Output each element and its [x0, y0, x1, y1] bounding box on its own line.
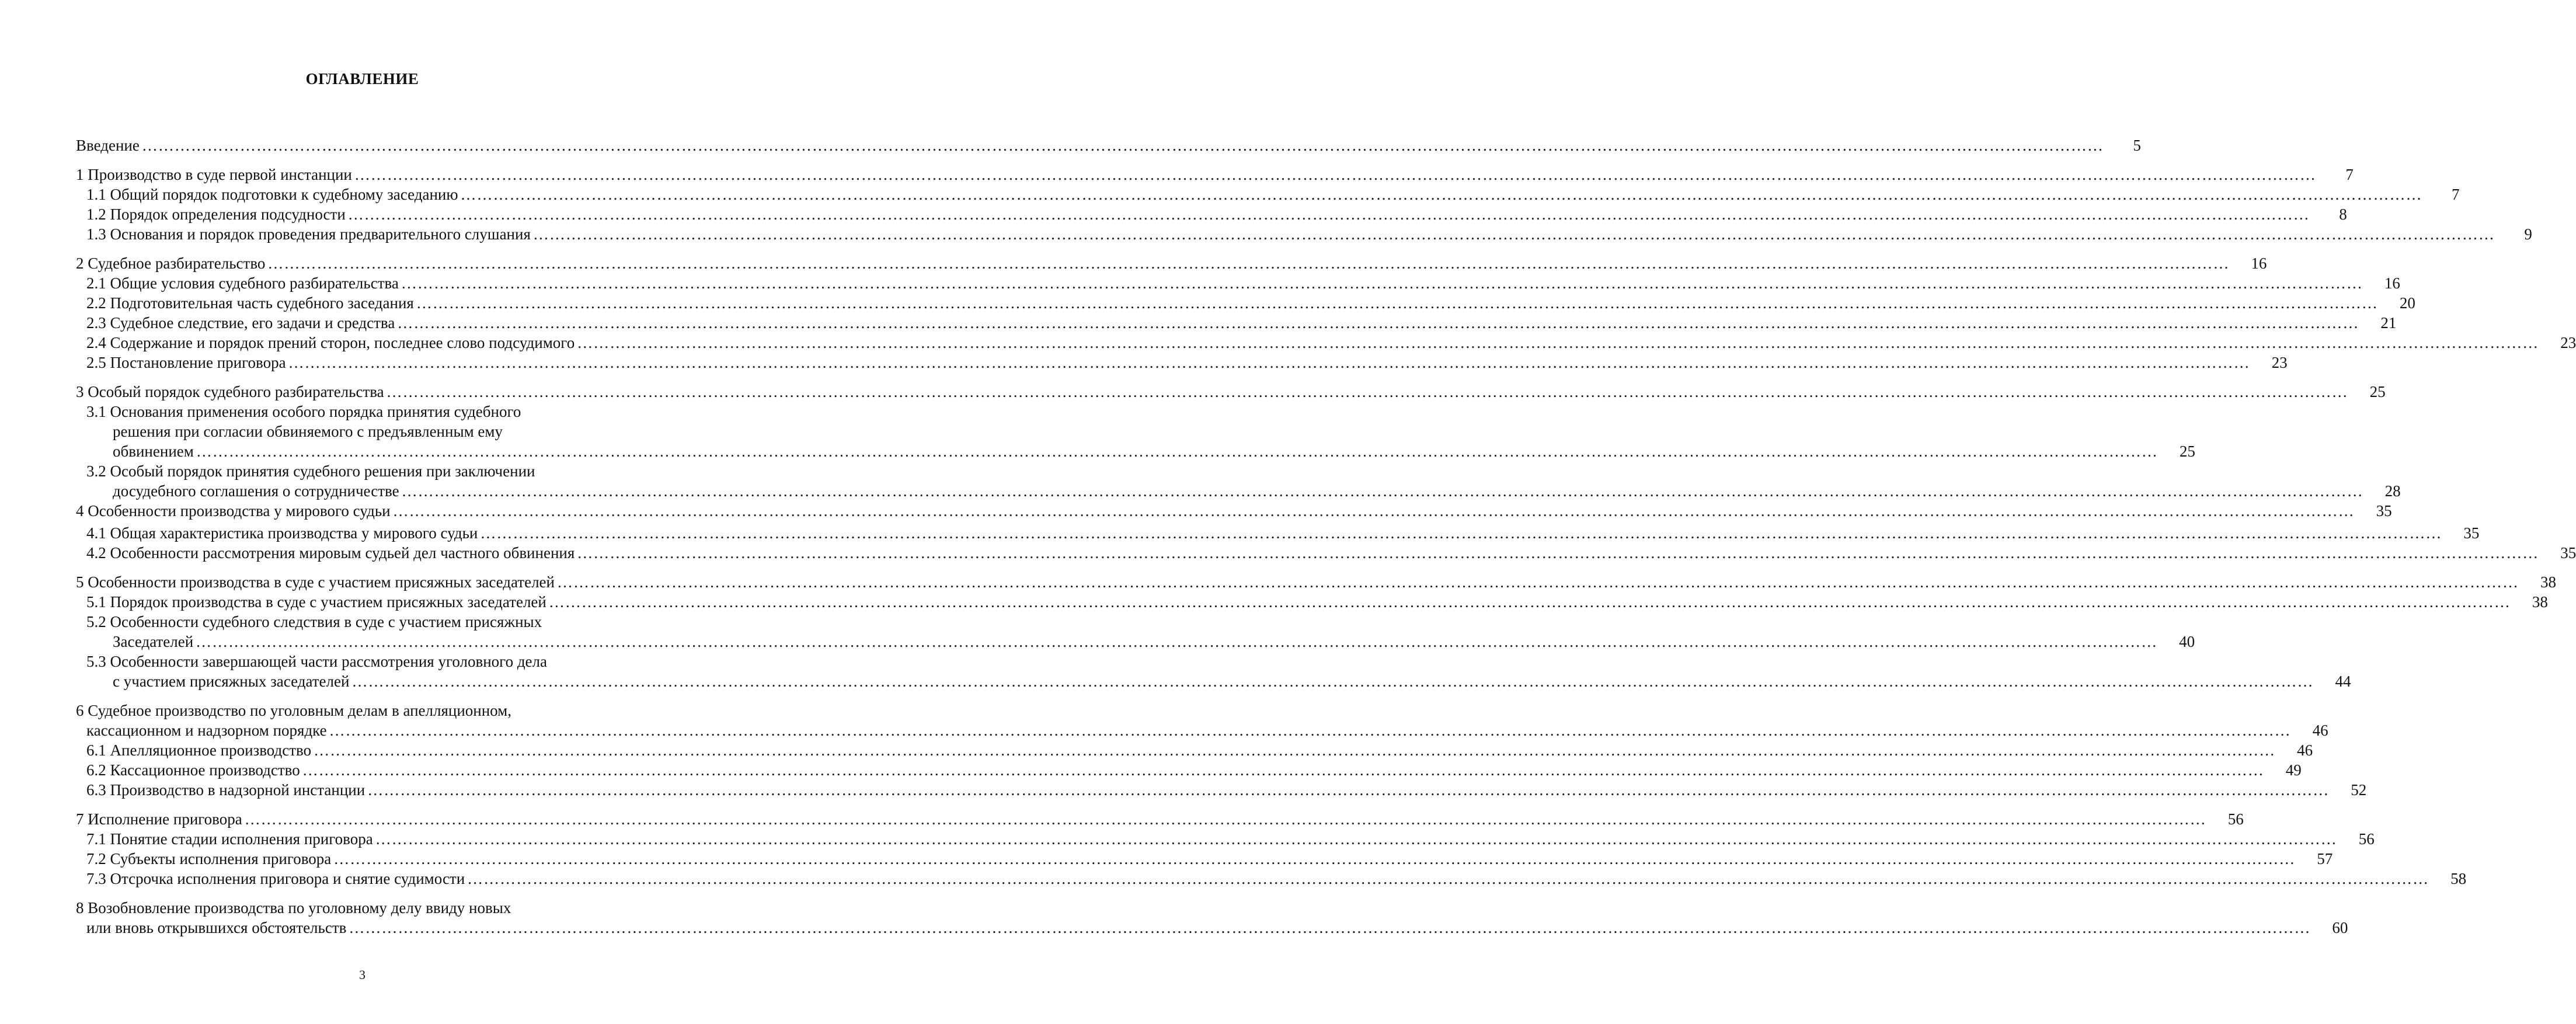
- toc-entry-title: 4.2 Особенности рассмотрения мировым судьей дел частного обвинения: [86, 544, 575, 562]
- toc-group: [76, 523, 2576, 563]
- toc-page-number: 56: [2227, 810, 2244, 828]
- toc-entry-title: 1.2 Порядок определения подсудности: [86, 206, 346, 223]
- toc-leader-dots: ………………………………………………………………………………………………………………………………………………………………………………………………………………………………………………………………………………………………………………………………: [480, 524, 2442, 542]
- toc-page-number: 7: [2452, 186, 2460, 203]
- toc-entry-title: 2.4 Содержание и порядок прений сторон, последнее слово подсудимого: [86, 334, 575, 351]
- toc-page-number: 38: [2540, 573, 2556, 591]
- toc-leader-dots: ………………………………………………………………………………………………………………………………………………………………………………………………………………………………………………………………………………………………………………………………: [467, 870, 2429, 887]
- toc-entry-line: 3.1 Основания применения особого порядка принятия судебного: [86, 403, 521, 420]
- toc-entry[interactable]: [76, 441, 2195, 461]
- toc-page-number: 16: [2251, 255, 2267, 272]
- toc-entry[interactable]: [76, 849, 2333, 869]
- toc-leader-dots: ………………………………………………………………………………………………………………………………………………………………………………………………………………………………………………………………………………………………………………………………: [401, 274, 2363, 292]
- toc-page-number: 35: [2463, 524, 2480, 542]
- toc-entry-line: 6 Судебное производство по уголовным делам в апелляционном,: [76, 702, 511, 719]
- toc-entry-title: обвинением: [113, 443, 194, 460]
- toc-page-number: 46: [2312, 722, 2328, 739]
- toc-entry-title: кассационном и надзорном порядке: [86, 722, 327, 739]
- toc-page-number: 46: [2297, 741, 2313, 759]
- toc-page-number: 28: [2384, 482, 2401, 500]
- toc-entry[interactable]: [76, 869, 2467, 889]
- toc-page-number: 8: [2339, 206, 2347, 223]
- toc-entry-title: 2.2 Подготовительная часть судебного заседания: [86, 294, 414, 312]
- toc-entry-title: Заседателей: [113, 633, 194, 650]
- toc-page-number: 25: [2179, 443, 2195, 460]
- toc-entry[interactable]: [76, 313, 2397, 333]
- toc-page-number: 20: [2399, 294, 2415, 312]
- toc-entry[interactable]: [76, 135, 2141, 155]
- toc-entry-title: досудебного соглашения о сотрудничестве: [113, 482, 399, 500]
- toc-entry[interactable]: [76, 184, 2460, 204]
- toc-entry-title: 6.1 Апелляционное производство: [86, 741, 312, 759]
- toc-entry[interactable]: [76, 253, 2267, 273]
- page-number: 3: [359, 967, 365, 982]
- toc-entry-title: 5 Особенности производства в суде с участием присяжных заседателей: [76, 573, 555, 591]
- toc-page-number: 23: [2271, 354, 2288, 371]
- toc-leader-dots: ………………………………………………………………………………………………………………………………………………………………………………………………………………………………………………………………………………………………………………………………: [347, 206, 2310, 223]
- toc-leader-dots: ………………………………………………………………………………………………………………………………………………………………………………………………………………………………………………………………………………………………………………………………: [329, 722, 2291, 739]
- toc-page-number: 57: [2317, 850, 2333, 868]
- toc-page-number: 23: [2560, 334, 2576, 351]
- toc-entry-title: 2.3 Судебное следствие, его задачи и средства: [86, 314, 395, 332]
- toc-entry[interactable]: [76, 204, 2347, 224]
- toc-entry-line: 5.2 Особенности судебного следствия в суде с участием присяжных: [86, 613, 542, 631]
- toc-entry-title: 7 Исполнение приговора: [76, 810, 242, 828]
- toc-group: [76, 253, 2576, 372]
- toc-page-number: 38: [2532, 593, 2548, 611]
- toc-leader-dots: ………………………………………………………………………………………………………………………………………………………………………………………………………………………………………………………………………………………………………………………………: [397, 314, 2359, 332]
- toc-entry-line: 5.3 Особенности завершающей части рассмотрения уголовного дела: [86, 653, 547, 670]
- toc-entry[interactable]: [76, 523, 2480, 543]
- toc-entry-title: 1 Производство в суде первой инстанции: [76, 166, 352, 183]
- toc-page-number: 21: [2380, 314, 2397, 332]
- toc-leader-dots: ………………………………………………………………………………………………………………………………………………………………………………………………………………………………………………………………………………………………………………………………: [577, 334, 2539, 351]
- toc-entry-title: 6.3 Производство в надзорной инстанции: [86, 781, 365, 799]
- toc-entry[interactable]: [76, 481, 2401, 501]
- toc-leader-dots: ………………………………………………………………………………………………………………………………………………………………………………………………………………………………………………………………………………………………………………………………: [333, 850, 2296, 868]
- toc-page-number: 56: [2358, 830, 2375, 848]
- toc-entry-title: 2.1 Общие условия судебного разбирательства: [86, 274, 399, 292]
- toc-page-number: 7: [2345, 166, 2354, 183]
- toc-entry[interactable]: [76, 740, 2313, 760]
- toc-leader-dots: ………………………………………………………………………………………………………………………………………………………………………………………………………………………………………………………………………………………………………………………………: [267, 255, 2230, 272]
- toc-leader-dots: ………………………………………………………………………………………………………………………………………………………………………………………………………………………………………………………………………………………………………………………………: [416, 294, 2378, 312]
- toc-entry-line: 3.2 Особый порядок принятия судебного решения при заключении: [86, 462, 535, 480]
- toc-page-number: 49: [2285, 761, 2302, 779]
- toc-leader-dots: ………………………………………………………………………………………………………………………………………………………………………………………………………………………………………………………………………………………………………………………………: [349, 919, 2311, 936]
- toc-entry-title: 1.3 Основания и порядок проведения предварительного слушания: [86, 225, 531, 243]
- toc-entry-title: Введение: [76, 137, 140, 154]
- toc-entry[interactable]: [76, 760, 2302, 780]
- toc-page-number: 25: [2369, 383, 2386, 400]
- toc-leader-dots: ………………………………………………………………………………………………………………………………………………………………………………………………………………………………………………………………………………………………………………………………: [367, 781, 2330, 799]
- toc-group: [76, 701, 2367, 800]
- toc-entry[interactable]: [76, 809, 2244, 829]
- toc-entry-title: 2 Судебное разбирательство: [76, 255, 266, 272]
- toc-leader-dots: ………………………………………………………………………………………………………………………………………………………………………………………………………………………………………………………………………………………………………………………………: [577, 544, 2539, 562]
- toc-entry-title: 7.1 Понятие стадии исполнения приговора: [86, 830, 373, 848]
- toc-entry-title: 7.2 Субъекты исполнения приговора: [86, 850, 332, 868]
- toc-leader-dots: ………………………………………………………………………………………………………………………………………………………………………………………………………………………………………………………………………………………………………………………………: [314, 741, 2276, 759]
- toc-leader-dots: ………………………………………………………………………………………………………………………………………………………………………………………………………………………………………………………………………………………………………………………………: [244, 810, 2206, 828]
- toc-entry[interactable]: [76, 165, 2354, 184]
- toc-leader-dots: ………………………………………………………………………………………………………………………………………………………………………………………………………………………………………………………………………………………………………………………………: [375, 830, 2337, 848]
- toc-entry-line: решения при согласии обвиняемого с предъявленным ему: [113, 423, 503, 440]
- toc-entry-title: 2.5 Постановление приговора: [86, 354, 286, 371]
- toc-group: [76, 572, 2556, 691]
- toc-group: [76, 135, 2141, 155]
- toc-page-number: 35: [2560, 544, 2576, 562]
- toc-leader-dots: ………………………………………………………………………………………………………………………………………………………………………………………………………………………………………………………………………………………………………………………………: [557, 573, 2519, 591]
- toc-entry[interactable]: [76, 592, 2548, 612]
- toc-page-number: 44: [2335, 673, 2351, 690]
- toc-leader-dots: ………………………………………………………………………………………………………………………………………………………………………………………………………………………………………………………………………………………………………………………………: [196, 633, 2158, 650]
- toc-group: [76, 898, 2348, 938]
- toc-entry[interactable]: [76, 273, 2400, 293]
- toc-entry[interactable]: [76, 632, 2195, 652]
- toc-leader-dots: ………………………………………………………………………………………………………………………………………………………………………………………………………………………………………………………………………………………………………………………………: [532, 225, 2495, 243]
- toc-leader-dots: ………………………………………………………………………………………………………………………………………………………………………………………………………………………………………………………………………………………………………………………………: [302, 761, 2264, 779]
- toc-entry-title: 1.1 Общий порядок подготовки к судебному заседанию: [86, 186, 458, 203]
- toc-leader-dots: ………………………………………………………………………………………………………………………………………………………………………………………………………………………………………………………………………………………………………………………………: [141, 137, 2104, 154]
- toc-entry[interactable]: [76, 501, 2392, 521]
- toc-page-number: 16: [2384, 274, 2400, 292]
- toc-group: [76, 382, 2401, 521]
- toc-page-number: 5: [2133, 137, 2141, 154]
- toc-leader-dots: ………………………………………………………………………………………………………………………………………………………………………………………………………………………………………………………………………………………………………………………………: [288, 354, 2250, 371]
- toc-entry[interactable]: [76, 224, 2532, 244]
- toc-leader-dots: ………………………………………………………………………………………………………………………………………………………………………………………………………………………………………………………………………………………………………………………………: [460, 186, 2422, 203]
- toc-leader-dots: ………………………………………………………………………………………………………………………………………………………………………………………………………………………………………………………………………………………………………………………………: [386, 383, 2348, 400]
- toc-entry[interactable]: [76, 293, 2415, 313]
- toc-group: [76, 809, 2467, 889]
- toc-entry-title: 4.1 Общая характеристика производства у мирового судьи: [86, 524, 478, 542]
- table-of-contents: [76, 135, 2576, 947]
- toc-page-number: 52: [2351, 781, 2367, 799]
- toc-page-number: 35: [2376, 502, 2392, 520]
- toc-entry[interactable]: [76, 353, 2288, 372]
- toc-entry[interactable]: [76, 829, 2375, 849]
- toc-leader-dots: ………………………………………………………………………………………………………………………………………………………………………………………………………………………………………………………………………………………………………………………………: [401, 482, 2363, 500]
- toc-entry[interactable]: [76, 918, 2348, 938]
- toc-leader-dots: ………………………………………………………………………………………………………………………………………………………………………………………………………………………………………………………………………………………………………………………………: [548, 593, 2511, 611]
- toc-leader-dots: ………………………………………………………………………………………………………………………………………………………………………………………………………………………………………………………………………………………………………………………………: [354, 166, 2316, 183]
- toc-page-number: 60: [2332, 919, 2348, 936]
- toc-entry-title: с участием присяжных заседателей: [113, 673, 350, 690]
- toc-entry-title: 6.2 Кассационное производство: [86, 761, 300, 779]
- toc-entry-title: 5.1 Порядок производства в суде с участием присяжных заседателей: [86, 593, 546, 611]
- toc-entry[interactable]: [76, 333, 2576, 353]
- toc-entry[interactable]: [76, 572, 2556, 592]
- toc-leader-dots: ………………………………………………………………………………………………………………………………………………………………………………………………………………………………………………………………………………………………………………………………: [351, 673, 2314, 690]
- toc-entry-line: 8 Возобновление производства по уголовному делу ввиду новых: [76, 899, 511, 917]
- toc-entry-title: или вновь открывшихся обстоятельств: [86, 919, 347, 936]
- toc-entry[interactable]: [76, 671, 2351, 691]
- toc-group: [76, 165, 2532, 244]
- toc-entry[interactable]: [76, 382, 2386, 402]
- toc-entry[interactable]: [76, 543, 2576, 563]
- toc-entry-title: 4 Особенности производства у мирового судьи: [76, 502, 391, 520]
- toc-entry[interactable]: [76, 780, 2367, 800]
- toc-page-number: 40: [2179, 633, 2195, 650]
- toc-page-number: 9: [2524, 225, 2532, 243]
- toc-leader-dots: ………………………………………………………………………………………………………………………………………………………………………………………………………………………………………………………………………………………………………………………………: [196, 443, 2158, 460]
- toc-entry-title: 3 Особый порядок судебного разбирательства: [76, 383, 384, 400]
- toc-entry[interactable]: [76, 720, 2328, 740]
- toc-leader-dots: ………………………………………………………………………………………………………………………………………………………………………………………………………………………………………………………………………………………………………………………………: [392, 502, 2355, 520]
- toc-entry-title: 7.3 Отсрочка исполнения приговора и снятие судимости: [86, 870, 465, 887]
- toc-page-number: 58: [2450, 870, 2467, 887]
- page-title: ОГЛАВЛЕНИЕ: [305, 70, 419, 88]
